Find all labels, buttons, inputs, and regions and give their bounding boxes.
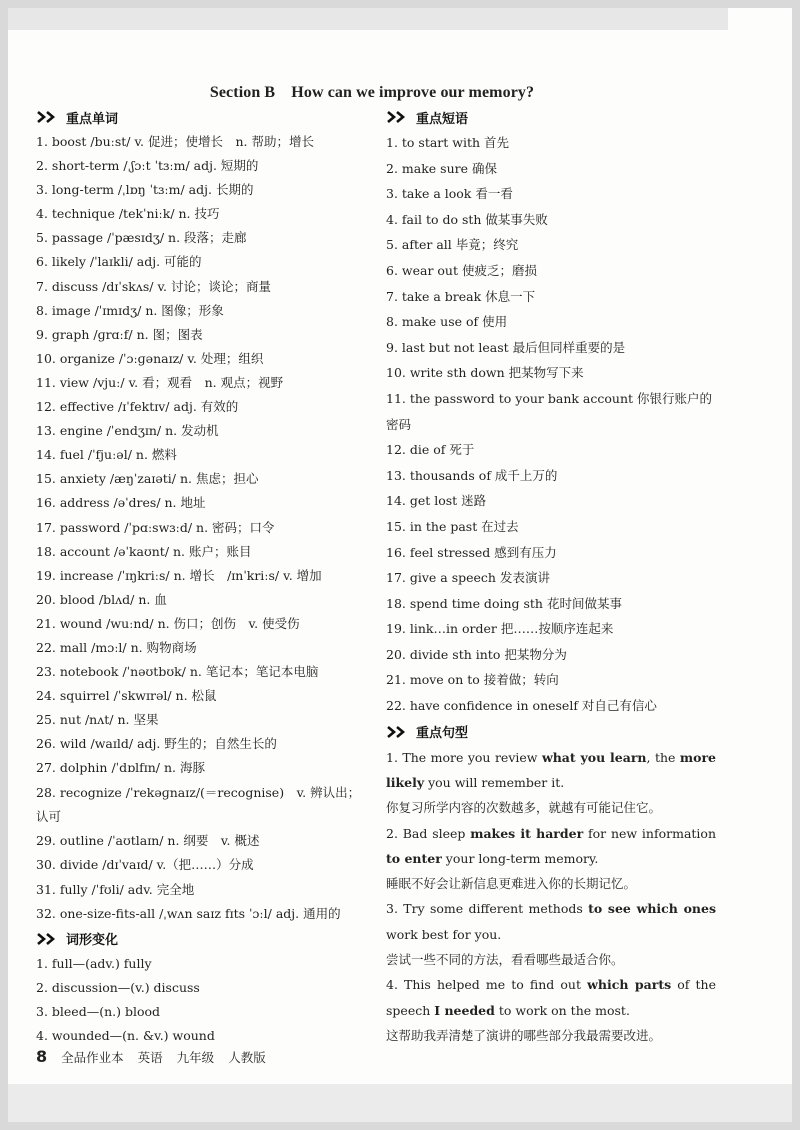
sentence-text: 1. The more you review bbox=[386, 749, 542, 765]
forms-list bbox=[36, 952, 372, 1048]
vocab-item: 8. image /ˈɪmɪdʒ/ n. 图像；形象 bbox=[36, 302, 224, 318]
sentence-translation: 你复习所学内容的次数越多，就越有可能记住它。 bbox=[386, 800, 662, 816]
page-number: 8 bbox=[36, 1047, 48, 1066]
edition: 人教版 bbox=[228, 1050, 266, 1065]
phrase-item: 5. after all 毕竟；终究 bbox=[386, 237, 519, 253]
phrase-item: 18. spend time doing sth 花时间做某事 bbox=[386, 595, 622, 611]
scan-edge-top bbox=[8, 8, 728, 30]
phrases-heading bbox=[386, 104, 716, 130]
sentence-text: you will remember it. bbox=[424, 774, 565, 790]
phrase-item: 13. thousands of 成千上万的 bbox=[386, 467, 558, 483]
sentence-text: 2. Bad sleep bbox=[386, 825, 471, 841]
grade: 九年级 bbox=[176, 1050, 215, 1065]
highlighted-phrase: more likely bbox=[386, 749, 716, 790]
vocab-item: 7. discuss /dɪˈskʌs/ v. 讨论；谈论；商量 bbox=[36, 278, 271, 294]
sentence-text: for new information bbox=[583, 825, 716, 841]
sentence-text: your long-term memory. bbox=[441, 850, 599, 866]
double-chevron-right-icon bbox=[386, 110, 412, 124]
sentence-text: 4. This helped me to find out bbox=[386, 977, 588, 993]
book-title: 全品作业本 bbox=[61, 1050, 124, 1065]
vocab-item: 11. view /vjuː/ v. 看；观看 n. 观点；视野 bbox=[36, 374, 284, 390]
right-column bbox=[386, 104, 716, 1048]
vocab-item: 19. increase /ˈɪŋkriːs/ n. 增长 /ɪnˈkriːs/ v. 增加 bbox=[36, 567, 322, 583]
sentences-heading bbox=[386, 719, 716, 745]
phrase-item: 11. the password to your bank account 你银行账户的密码 bbox=[386, 390, 712, 432]
sentence-english bbox=[386, 821, 716, 872]
sentences-list bbox=[386, 745, 716, 1049]
sentence-text: 3. Try some different methods bbox=[386, 901, 589, 917]
vocab-item: 5. passage /ˈpæsɪdʒ/ n. 段落；走廊 bbox=[36, 230, 247, 246]
key-sentence bbox=[386, 821, 716, 897]
sentences-heading-label: 重点句型 bbox=[416, 726, 469, 742]
vocab-item: 6. likely /ˈlaɪkli/ adj. 可能的 bbox=[36, 254, 202, 270]
phrases-list bbox=[386, 130, 716, 719]
page-footer bbox=[36, 1047, 280, 1066]
sentence-text: work best for you. bbox=[386, 926, 502, 942]
double-chevron-right-icon bbox=[36, 110, 62, 124]
vocab-heading bbox=[36, 104, 372, 130]
sentence-translation: 这帮助我弄清楚了演讲的哪些部分我最需要改进。 bbox=[386, 1027, 662, 1043]
vocab-item: 10. organize /ˈɔːɡənaɪz/ v. 处理；组织 bbox=[36, 350, 264, 366]
key-sentence bbox=[386, 745, 716, 821]
phrase-item: 10. write sth down 把某物写下来 bbox=[386, 365, 584, 381]
forms-heading bbox=[36, 926, 372, 952]
highlighted-phrase: I needed bbox=[434, 1002, 495, 1018]
sentence-english bbox=[386, 745, 716, 796]
phrase-item: 8. make use of 使用 bbox=[386, 314, 508, 330]
vocab-item: 9. graph /ɡrɑːf/ n. 图；图表 bbox=[36, 326, 203, 342]
vocab-item: 32. one-size-fits-all /ˌwʌn saɪz fɪts ˈɔːl/ adj. 通用的 bbox=[36, 905, 341, 921]
vocab-item: 29. outline /ˈaʊtlaɪn/ n. 纲要 v. 概述 bbox=[36, 833, 260, 849]
vocab-item: 17. password /ˈpɑːswɜːd/ n. 密码；口令 bbox=[36, 519, 275, 535]
vocab-item: 15. anxiety /æŋˈzaɪəti/ n. 焦虑；担心 bbox=[36, 471, 259, 487]
vocab-item: 18. account /əˈkaʊnt/ n. 账户；账目 bbox=[36, 543, 252, 559]
highlighted-phrase: to enter bbox=[386, 850, 442, 866]
phrase-item: 21. move on to 接着做；转向 bbox=[386, 672, 559, 688]
sentence-translation: 尝试一些不同的方法，看看哪些最适合你。 bbox=[386, 952, 624, 968]
highlighted-phrase: which parts bbox=[587, 977, 672, 993]
vocab-item: 2. short-term /ˌʃɔːt ˈtɜːm/ adj. 短期的 bbox=[36, 158, 259, 174]
sentence-translation: 睡眠不好会让新信息更难进入你的长期记忆。 bbox=[386, 876, 637, 892]
key-sentence bbox=[386, 896, 716, 972]
word-form-item: 3. bleed—(n.) blood bbox=[36, 1003, 160, 1019]
word-form-item: 1. full—(adv.) fully bbox=[36, 955, 152, 971]
forms-heading-label: 词形变化 bbox=[66, 933, 119, 949]
key-sentence bbox=[386, 972, 716, 1048]
subject: 英语 bbox=[137, 1050, 163, 1065]
highlighted-phrase: makes it harder bbox=[470, 825, 584, 841]
sentence-text: to work on the most. bbox=[494, 1002, 630, 1018]
vocab-item: 26. wild /waɪld/ adj. 野生的；自然生长的 bbox=[36, 736, 277, 752]
vocab-item: 14. fuel /ˈfjuːəl/ n. 燃料 bbox=[36, 447, 177, 463]
word-form-item: 2. discussion—(v.) discuss bbox=[36, 979, 200, 995]
vocab-item: 25. nut /nʌt/ n. 坚果 bbox=[36, 712, 159, 728]
vocab-heading-label: 重点单词 bbox=[66, 111, 119, 127]
sentence-english bbox=[386, 896, 716, 947]
vocab-item: 21. wound /wuːnd/ n. 伤口；创伤 v. 使受伤 bbox=[36, 615, 300, 631]
word-form-item: 4. wounded—(n. &v.) wound bbox=[36, 1028, 215, 1043]
vocab-item: 12. effective /ɪˈfektɪv/ adj. 有效的 bbox=[36, 399, 239, 415]
double-chevron-right-icon bbox=[36, 932, 62, 946]
phrase-item: 6. wear out 使疲乏；磨损 bbox=[386, 262, 537, 278]
sentence-text: , the bbox=[646, 749, 680, 765]
vocab-item: 4. technique /tekˈniːk/ n. 技巧 bbox=[36, 206, 220, 222]
phrase-item: 15. in the past 在过去 bbox=[386, 518, 519, 534]
sentence-text: of the speech bbox=[386, 977, 716, 1018]
phrase-item: 7. take a break 休息一下 bbox=[386, 288, 536, 304]
vocab-item: 31. fully /ˈfʊli/ adv. 完全地 bbox=[36, 881, 195, 897]
phrase-item: 19. link…in order 把……按顺序连起来 bbox=[386, 621, 614, 637]
vocab-item: 28. recognize /ˈrekəɡnaɪz/(＝recognise) v. 辨认出；认可 bbox=[36, 784, 361, 824]
vocab-item: 22. mall /mɔːl/ n. 购物商场 bbox=[36, 639, 197, 655]
phrase-item: 16. feel stressed 感到有压力 bbox=[386, 544, 557, 560]
phrase-item: 14. get lost 迷路 bbox=[386, 493, 487, 509]
vocab-item: 1. boost /buːst/ v. 促进；使增长 n. 帮助；增长 bbox=[36, 134, 314, 149]
phrase-item: 4. fail to do sth 做某事失败 bbox=[386, 211, 548, 227]
vocab-item: 20. blood /blʌd/ n. 血 bbox=[36, 591, 167, 607]
phrase-item: 1. to start with 首先 bbox=[386, 135, 510, 150]
vocab-item: 3. long-term /ˌlɒŋ ˈtɜːm/ adj. 长期的 bbox=[36, 182, 254, 198]
phrase-item: 20. divide sth into 把某物分为 bbox=[386, 646, 567, 662]
phrase-item: 9. last but not least 最后但同样重要的是 bbox=[386, 339, 626, 355]
highlighted-phrase: to see which ones bbox=[588, 901, 716, 917]
phrase-item: 17. give a speech 发表演讲 bbox=[386, 570, 550, 586]
vocab-item: 13. engine /ˈendʒɪn/ n. 发动机 bbox=[36, 423, 219, 439]
highlighted-phrase: what you learn bbox=[541, 749, 647, 765]
phrases-heading-label: 重点短语 bbox=[416, 111, 469, 127]
vocab-item: 27. dolphin /ˈdɒlfɪn/ n. 海豚 bbox=[36, 760, 205, 776]
phrase-item: 12. die of 死于 bbox=[386, 442, 475, 458]
vocab-item: 30. divide /dɪˈvaɪd/ v.（把……）分成 bbox=[36, 857, 254, 873]
phrase-item: 3. take a look 看一看 bbox=[386, 186, 513, 202]
phrase-item: 22. have confidence in oneself 对自己有信心 bbox=[386, 698, 657, 714]
vocab-item: 24. squirrel /ˈskwɪrəl/ n. 松鼠 bbox=[36, 688, 217, 704]
double-chevron-right-icon bbox=[386, 725, 412, 739]
sentence-english bbox=[386, 972, 716, 1023]
vocab-item: 16. address /əˈdres/ n. 地址 bbox=[36, 495, 206, 511]
scan-edge-bottom bbox=[8, 1084, 792, 1122]
phrase-item: 2. make sure 确保 bbox=[386, 160, 497, 176]
vocab-list bbox=[36, 130, 372, 926]
vocab-item: 23. notebook /ˈnəʊtbʊk/ n. 笔记本；笔记本电脑 bbox=[36, 664, 319, 680]
left-column bbox=[36, 104, 372, 1048]
section-title: Section B How can we improve our memory? bbox=[209, 84, 535, 101]
